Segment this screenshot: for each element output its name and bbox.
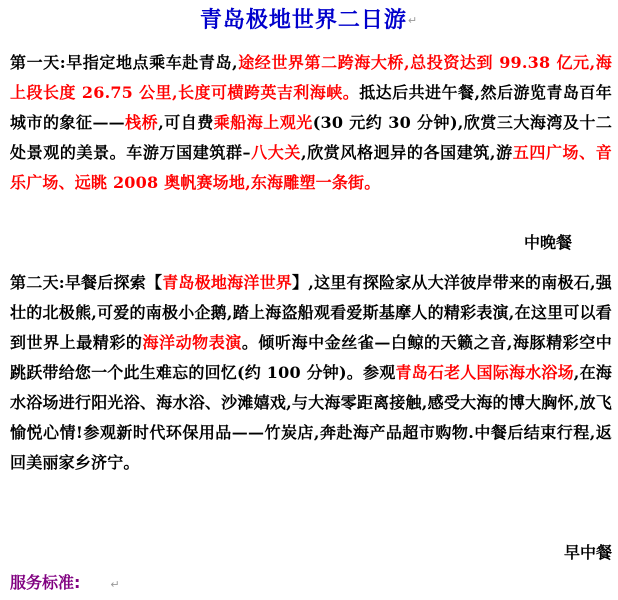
day1-meal: 中晚餐 <box>523 233 572 252</box>
day1-highlight-text: 途经世界第二跨海大桥,总投资达到 99.38 亿元,海上段长度 26.75 公里,长度可横跨英吉利海峡。 <box>10 53 612 102</box>
footer-label: 服务标准: <box>10 573 81 592</box>
day2-highlight-text: 海洋动物表演 <box>142 333 242 352</box>
day2-highlight-text: 青岛极地海洋世界 <box>162 273 293 292</box>
day2-meal: 早中餐 <box>563 543 612 562</box>
day2-paragraph <box>10 268 612 478</box>
day1-highlight-text: 八大关 <box>250 143 302 162</box>
day2-text: 第二天:早餐后探索【 <box>10 273 163 292</box>
paragraph-mark-icon: ↵ <box>407 14 419 27</box>
day2-highlight-text: 青岛石老人国际海水浴场 <box>395 363 574 382</box>
day1-text: ,欣赏风格迥异的各国建筑,游 <box>301 143 513 162</box>
day2-text: 。倾听海中金丝雀—白鲸的天籁之音,海豚精彩空中跳跃带给您一个此生难忘的回忆(约 100 分钟)。参观 <box>10 333 612 382</box>
footer-service-standard <box>10 568 120 600</box>
day1-text: ,可自费 <box>158 113 214 132</box>
document-title <box>0 6 618 36</box>
title-text: 青岛极地世界二日游 <box>199 8 407 33</box>
day1-text: 第一天:早指定地点乘车赴青岛, <box>10 53 238 72</box>
day1-text: 抵达后共进午餐,然后游览青岛百年城市的象征—— <box>10 83 612 132</box>
day1-highlight-text: 栈桥 <box>124 113 159 132</box>
day2-text: 】,这里有探险家从大洋彼岸带来的南极石,强壮的北极熊,可爱的南极小企鹅,踏上海盗船观看爱斯基摩人的精彩表演,在这里可以看到世界上最精彩的 <box>10 273 612 352</box>
day1-highlight-text: 乘船海上观光 <box>213 113 313 132</box>
paragraph-mark-icon: ↵ <box>110 578 120 591</box>
day1-text: (30 元约 30 分钟),欣赏三大海湾及十二处景观的美景。车游万国建筑群– <box>10 113 613 162</box>
day1-highlight-text: 五四广场、音乐广场、远眺 2008 奥帆赛场地,东海雕塑一条街。 <box>10 143 612 192</box>
day1-paragraph <box>10 48 612 198</box>
day2-text: ,在海水浴场进行阳光浴、海水浴、沙滩嬉戏,与大海零距离接触,感受大海的博大胸怀,放飞愉悦心情!参观新时代环保用品——竹炭店,奔赴海产品超市购物.中餐后结束行程,返回美丽家乡济宁。 <box>10 363 612 472</box>
